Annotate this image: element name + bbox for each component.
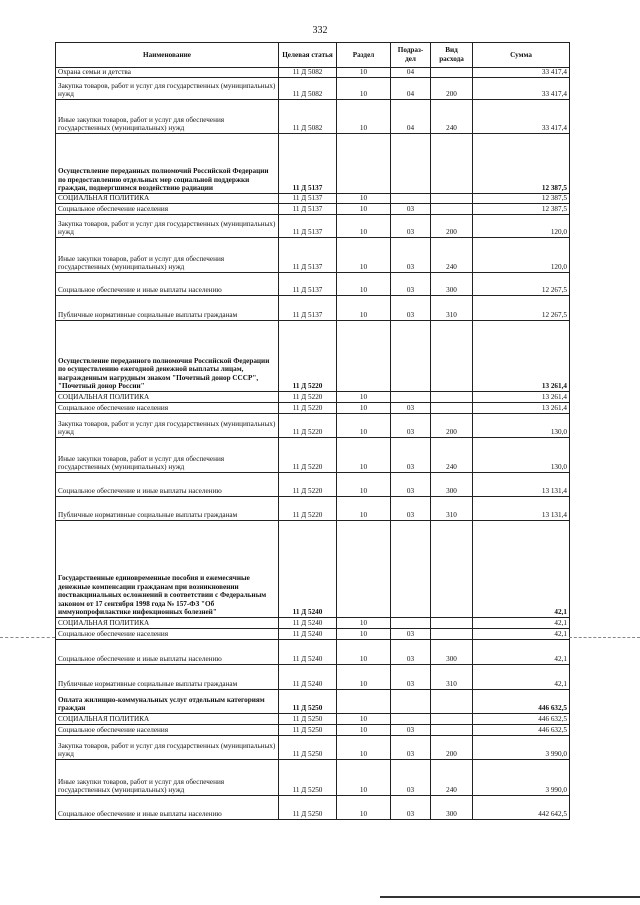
table-row: [56, 629, 570, 640]
row-target-article: 11 Д 5220: [279, 403, 337, 414]
row-section: 10: [337, 736, 391, 760]
row-section: 10: [337, 497, 391, 521]
row-target-article: 11 Д 5082: [279, 100, 337, 134]
row-sum: 3 990,0: [473, 736, 570, 760]
row-name: Охрана семьи и детства: [56, 68, 279, 78]
row-subsection: 03: [391, 438, 431, 473]
row-subsection: 03: [391, 629, 431, 640]
row-section: 10: [337, 414, 391, 438]
table-row: [56, 690, 570, 714]
row-expense-type: [431, 403, 473, 414]
row-target-article: 11 Д 5240: [279, 665, 337, 690]
row-name: СОЦИАЛЬНАЯ ПОЛИТИКА: [56, 714, 279, 725]
row-section: 10: [337, 100, 391, 134]
row-subsection: 03: [391, 497, 431, 521]
row-expense-type: 300: [431, 796, 473, 820]
table-row: [56, 78, 570, 100]
row-expense-type: [431, 134, 473, 194]
table-row: [56, 100, 570, 134]
row-target-article: 11 Д 5082: [279, 78, 337, 100]
row-expense-type: 240: [431, 100, 473, 134]
row-sum: 33 417,4: [473, 78, 570, 100]
row-expense-type: 310: [431, 665, 473, 690]
row-sum: 13 261,4: [473, 403, 570, 414]
row-section: 10: [337, 473, 391, 497]
row-subsection: 03: [391, 736, 431, 760]
row-sum: 12 387,5: [473, 134, 570, 194]
table-row: [56, 640, 570, 665]
scan-artifact-line-left: [0, 637, 55, 638]
row-target-article: 11 Д 5220: [279, 473, 337, 497]
row-expense-type: 310: [431, 497, 473, 521]
row-sum: 42,1: [473, 640, 570, 665]
row-target-article: 11 Д 5137: [279, 238, 337, 273]
header-sum: Сумма: [473, 43, 570, 68]
row-sum: 13 261,4: [473, 392, 570, 403]
table-row: [56, 273, 570, 296]
row-expense-type: 240: [431, 238, 473, 273]
row-subsection: [391, 134, 431, 194]
row-name: Публичные нормативные социальные выплаты гражданам: [56, 497, 279, 521]
row-name: Закупка товаров, работ и услуг для государственных (муниципальных) нужд: [56, 78, 279, 100]
row-section: 10: [337, 68, 391, 78]
row-expense-type: [431, 68, 473, 78]
row-name: Социальное обеспечение и иные выплаты населению: [56, 640, 279, 665]
row-expense-type: 310: [431, 296, 473, 321]
row-expense-type: 300: [431, 473, 473, 497]
row-name: Иные закупки товаров, работ и услуг для обеспечения государственных (муниципальных) нужд: [56, 238, 279, 273]
row-subsection: 03: [391, 403, 431, 414]
row-name: СОЦИАЛЬНАЯ ПОЛИТИКА: [56, 194, 279, 204]
row-section: 10: [337, 640, 391, 665]
row-sum: 3 990,0: [473, 760, 570, 796]
row-section: 10: [337, 796, 391, 820]
table-row: [56, 438, 570, 473]
row-name: Социальное обеспечение и иные выплаты населению: [56, 473, 279, 497]
row-expense-type: [431, 629, 473, 640]
row-name: Социальное обеспечение и иные выплаты населению: [56, 273, 279, 296]
row-target-article: 11 Д 5250: [279, 725, 337, 736]
row-sum: 13 131,4: [473, 473, 570, 497]
row-expense-type: [431, 725, 473, 736]
row-subsection: 03: [391, 760, 431, 796]
budget-table: [55, 42, 570, 820]
row-section: 10: [337, 194, 391, 204]
row-sum: 42,1: [473, 629, 570, 640]
header-expense-type: Вид расхода: [431, 43, 473, 68]
row-target-article: 11 Д 5240: [279, 618, 337, 629]
row-sum: 12 267,5: [473, 296, 570, 321]
row-subsection: [391, 714, 431, 725]
table-row: [56, 760, 570, 796]
table-row: [56, 68, 570, 78]
table-row: [56, 134, 570, 194]
row-target-article: 11 Д 5137: [279, 134, 337, 194]
row-section: 10: [337, 438, 391, 473]
row-expense-type: [431, 194, 473, 204]
row-target-article: 11 Д 5220: [279, 321, 337, 392]
table-row: [56, 725, 570, 736]
row-name: Иные закупки товаров, работ и услуг для обеспечения государственных (муниципальных) нужд: [56, 100, 279, 134]
row-target-article: 11 Д 5220: [279, 392, 337, 403]
row-subsection: 03: [391, 215, 431, 238]
row-sum: 442 642,5: [473, 796, 570, 820]
table-row: [56, 736, 570, 760]
row-sum: 33 417,4: [473, 68, 570, 78]
row-sum: 120,0: [473, 215, 570, 238]
row-expense-type: 200: [431, 736, 473, 760]
row-expense-type: 200: [431, 414, 473, 438]
row-section: 10: [337, 238, 391, 273]
row-sum: 33 417,4: [473, 100, 570, 134]
row-target-article: 11 Д 5082: [279, 68, 337, 78]
table-row: [56, 204, 570, 215]
row-expense-type: [431, 392, 473, 403]
row-target-article: 11 Д 5250: [279, 760, 337, 796]
row-sum: 130,0: [473, 438, 570, 473]
row-target-article: 11 Д 5250: [279, 690, 337, 714]
row-subsection: [391, 690, 431, 714]
table-row: [56, 521, 570, 618]
header-section: Раздел: [337, 43, 391, 68]
row-name: Социальное обеспечение населения: [56, 725, 279, 736]
table-row: [56, 796, 570, 820]
row-target-article: 11 Д 5137: [279, 194, 337, 204]
row-subsection: 04: [391, 68, 431, 78]
table-row: [56, 403, 570, 414]
row-subsection: 03: [391, 796, 431, 820]
table-row: [56, 296, 570, 321]
header-target-article: Целевая статья: [279, 43, 337, 68]
row-sum: 12 387,5: [473, 204, 570, 215]
row-target-article: 11 Д 5250: [279, 714, 337, 725]
row-target-article: 11 Д 5240: [279, 629, 337, 640]
header-subsection: Подраз-дел: [391, 43, 431, 68]
row-expense-type: 240: [431, 760, 473, 796]
row-target-article: 11 Д 5137: [279, 215, 337, 238]
table-row: [56, 414, 570, 438]
row-target-article: 11 Д 5240: [279, 640, 337, 665]
row-name: Государственные единовременные пособия и ежемесячные денежные компенсации гражданам при возникновении поствакцинальных осложнений в соответствии с Федеральным законом от 17 сентября 1998 года № 157-ФЗ "Об иммунопрофилактике инфекционных болезней": [56, 521, 279, 618]
row-sum: 12 387,5: [473, 194, 570, 204]
row-target-article: 11 Д 5250: [279, 736, 337, 760]
row-target-article: 11 Д 5220: [279, 414, 337, 438]
row-section: 10: [337, 403, 391, 414]
row-expense-type: 200: [431, 78, 473, 100]
row-target-article: 11 Д 5240: [279, 521, 337, 618]
row-sum: 13 131,4: [473, 497, 570, 521]
table-row: [56, 321, 570, 392]
row-section: [337, 521, 391, 618]
row-name: Иные закупки товаров, работ и услуг для обеспечения государственных (муниципальных) нужд: [56, 438, 279, 473]
row-expense-type: [431, 714, 473, 725]
row-subsection: 04: [391, 78, 431, 100]
row-name: Закупка товаров, работ и услуг для государственных (муниципальных) нужд: [56, 215, 279, 238]
row-expense-type: 300: [431, 273, 473, 296]
row-section: 10: [337, 629, 391, 640]
row-subsection: [391, 618, 431, 629]
row-section: 10: [337, 273, 391, 296]
row-subsection: [391, 321, 431, 392]
row-name: Иные закупки товаров, работ и услуг для обеспечения государственных (муниципальных) нужд: [56, 760, 279, 796]
row-section: 10: [337, 204, 391, 215]
row-name: Осуществление переданного полномочия Российской Федерации по осуществлению ежегодной денежной выплаты лицам, награжденным нагрудным знаком "Почетный донор СССР", "Почетный донор России": [56, 321, 279, 392]
header-name: Наименование: [56, 43, 279, 68]
row-target-article: 11 Д 5220: [279, 497, 337, 521]
row-name: СОЦИАЛЬНАЯ ПОЛИТИКА: [56, 618, 279, 629]
row-sum: 446 632,5: [473, 690, 570, 714]
row-name: Социальное обеспечение населения: [56, 204, 279, 215]
row-subsection: 03: [391, 296, 431, 321]
row-section: 10: [337, 725, 391, 736]
row-target-article: 11 Д 5250: [279, 796, 337, 820]
row-sum: 120,0: [473, 238, 570, 273]
row-name: СОЦИАЛЬНАЯ ПОЛИТИКА: [56, 392, 279, 403]
row-name: Закупка товаров, работ и услуг для государственных (муниципальных) нужд: [56, 736, 279, 760]
row-sum: 42,1: [473, 665, 570, 690]
table-row: [56, 618, 570, 629]
scan-artifact-line-right: [569, 637, 640, 638]
row-subsection: [391, 392, 431, 403]
row-subsection: 03: [391, 665, 431, 690]
row-expense-type: [431, 618, 473, 629]
page-number: 332: [312, 25, 328, 36]
footer-rule: [380, 896, 640, 898]
row-section: 10: [337, 618, 391, 629]
row-name: Осуществление переданных полномочий Российской Федерации по предоставлению отдельных мер социальной поддержки граждан, подвергшимся воздействию радиации: [56, 134, 279, 194]
row-subsection: 03: [391, 273, 431, 296]
row-subsection: 03: [391, 473, 431, 497]
row-sum: 446 632,5: [473, 714, 570, 725]
row-subsection: 03: [391, 640, 431, 665]
row-sum: 42,1: [473, 521, 570, 618]
row-sum: 42,1: [473, 618, 570, 629]
row-section: 10: [337, 215, 391, 238]
row-sum: 130,0: [473, 414, 570, 438]
row-name: Оплата жилищно-коммунальных услуг отдельным категориям граждан: [56, 690, 279, 714]
row-section: 10: [337, 760, 391, 796]
row-name: Социальное обеспечение населения: [56, 629, 279, 640]
table-row: [56, 473, 570, 497]
header-row: [56, 43, 570, 68]
row-section: 10: [337, 714, 391, 725]
table-row: [56, 714, 570, 725]
row-target-article: 11 Д 5220: [279, 438, 337, 473]
table-row: [56, 194, 570, 204]
row-section: 10: [337, 392, 391, 403]
row-section: [337, 321, 391, 392]
row-section: 10: [337, 78, 391, 100]
row-sum: 446 632,5: [473, 725, 570, 736]
row-subsection: 03: [391, 725, 431, 736]
row-expense-type: 300: [431, 640, 473, 665]
table-row: [56, 238, 570, 273]
row-target-article: 11 Д 5137: [279, 273, 337, 296]
row-sum: 13 261,4: [473, 321, 570, 392]
row-expense-type: 240: [431, 438, 473, 473]
row-section: 10: [337, 296, 391, 321]
row-subsection: 03: [391, 204, 431, 215]
table-row: [56, 392, 570, 403]
row-target-article: 11 Д 5137: [279, 296, 337, 321]
row-name: Публичные нормативные социальные выплаты гражданам: [56, 665, 279, 690]
table-row: [56, 665, 570, 690]
row-subsection: 03: [391, 414, 431, 438]
row-target-article: 11 Д 5137: [279, 204, 337, 215]
table-row: [56, 497, 570, 521]
row-expense-type: [431, 690, 473, 714]
table-row: [56, 215, 570, 238]
row-subsection: 04: [391, 100, 431, 134]
row-name: Публичные нормативные социальные выплаты гражданам: [56, 296, 279, 321]
row-expense-type: 200: [431, 215, 473, 238]
row-section: [337, 134, 391, 194]
row-expense-type: [431, 204, 473, 215]
row-sum: 12 267,5: [473, 273, 570, 296]
row-expense-type: [431, 521, 473, 618]
row-section: [337, 690, 391, 714]
row-expense-type: [431, 321, 473, 392]
row-subsection: [391, 521, 431, 618]
row-name: Закупка товаров, работ и услуг для государственных (муниципальных) нужд: [56, 414, 279, 438]
row-section: 10: [337, 665, 391, 690]
row-subsection: 03: [391, 238, 431, 273]
row-name: Социальное обеспечение и иные выплаты населению: [56, 796, 279, 820]
row-subsection: [391, 194, 431, 204]
row-name: Социальное обеспечение населения: [56, 403, 279, 414]
